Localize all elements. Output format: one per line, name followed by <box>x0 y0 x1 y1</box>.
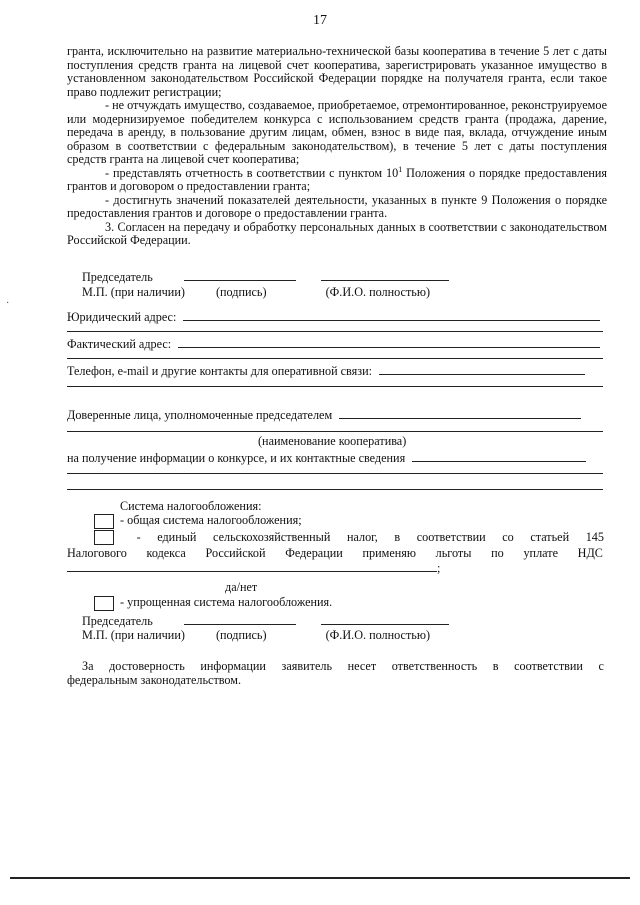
chairman-label: Председатель <box>82 270 153 284</box>
signature-captions-2 <box>82 628 622 643</box>
final-statement-line-1: За достоверность информации заявитель несет ответственность в соответствии с <box>82 659 604 673</box>
contacts-label: Телефон, e-mail и другие контакты для оперативной связи: <box>67 364 372 378</box>
final-statement-line-2: федеральным законодательством. <box>67 673 242 687</box>
cooperative-name-field[interactable] <box>67 431 603 432</box>
fio-line[interactable] <box>321 614 449 625</box>
terms-text <box>67 45 607 248</box>
legal-address-label: Юридический адрес: <box>67 310 177 324</box>
tax-simplified-checkbox[interactable] <box>94 596 114 611</box>
info-contacts-label: на получение информации о конкурсе, и их контактные сведения <box>67 451 406 465</box>
contacts-field[interactable] <box>379 364 585 375</box>
signature-caption: (подпись) <box>215 285 267 299</box>
page-number: 17 <box>313 13 327 28</box>
paragraph-1: гранта, исключительно на развитие материально-технической базы кооператива в течение 5 лет с даты поступления средств гранта на лицевой счет кооператива, зарегистрировать указанное имущество в установленном законодательством Российской Федерации порядке на получателя гранта, если такое право подлежит регистрации; <box>67 44 607 99</box>
legal-address-field-line-2[interactable] <box>67 331 603 332</box>
semicolon: ; <box>437 561 441 575</box>
trusted-persons-field[interactable] <box>339 408 581 419</box>
info-contacts-field-line-2[interactable] <box>67 473 603 474</box>
legal-address-field[interactable] <box>183 310 600 321</box>
tax-esxn-row: - единый сельскохозяйственный налог, в соответствии со статьей 145 <box>94 530 604 545</box>
info-contacts-row <box>67 451 607 466</box>
tax-general-checkbox[interactable] <box>94 514 114 529</box>
vat-benefit-row <box>67 561 607 576</box>
paragraph-3: - представлять отчетность в соответствии с пунктом $10^1$ Положения о порядке предоставления грантов и договором о предоставлении гранта; <box>67 164 607 193</box>
paragraph-2: - не отчуждать имущество, создаваемое, приобретаемое, отремонтированное, реконструируемое или модернизируемое победителем конкурса с использованием средств гранта (продажа, дарение, передача в аренду, в пользование другим лицам, обмен, взнос в виде пая, вклада, отчуждение иным образом в соответствии с федеральным законодательством), в течение 5 лет с даты поступления средств гранта на лицевой счет кооператива; <box>67 98 607 166</box>
tax-esxn-checkbox[interactable] <box>94 530 114 545</box>
scan-speck: · <box>6 298 10 309</box>
legal-address-row <box>67 310 607 325</box>
yes-no-caption: да/нет <box>225 580 258 594</box>
tax-esxn-row-2: Налогового кодекса Российской Федерации применяю льготы по уплате НДС <box>67 546 603 560</box>
paragraph-5-consent: 3. Согласен на передачу и обработку персональных данных в соответствии с законодательством Российской Федерации. <box>67 219 607 247</box>
chairman-label: Председатель <box>82 614 153 628</box>
stamp-caption: М.П. (при наличии) <box>82 285 185 299</box>
signature-block-1 <box>82 270 622 285</box>
page-bottom-border <box>10 877 630 879</box>
tax-general-label: - общая система налогообложения; <box>120 513 302 527</box>
info-contacts-field-line-3[interactable] <box>67 489 603 490</box>
actual-address-label: Фактический адрес: <box>67 337 172 351</box>
tax-system-label: Система налогообложения: <box>120 499 262 513</box>
signature-captions-1 <box>82 285 622 300</box>
tax-simplified-row <box>94 595 332 611</box>
actual-address-field-line-2[interactable] <box>67 358 603 359</box>
tax-general-row <box>94 513 302 529</box>
fio-caption: (Ф.И.О. полностью) <box>325 285 431 299</box>
fio-line[interactable] <box>321 270 449 281</box>
trusted-persons-row <box>67 408 607 423</box>
vat-benefit-field[interactable] <box>67 561 437 572</box>
contacts-row <box>67 364 607 379</box>
signature-caption: (подпись) <box>215 628 267 642</box>
signature-block-2 <box>82 614 622 629</box>
paragraph-4: - достигнуть значений показателей деятельности, указанных в пункте 9 Положения о порядке предоставления грантов и договоре о предоставлении гранта. <box>67 192 607 220</box>
fio-caption: (Ф.И.О. полностью) <box>325 628 431 642</box>
coop-name-caption: (наименование кооператива) <box>258 434 407 448</box>
trusted-persons-label: Доверенные лица, уполномоченные председателем <box>67 408 333 422</box>
actual-address-field[interactable] <box>178 337 600 348</box>
actual-address-row <box>67 337 607 352</box>
signature-line[interactable] <box>184 614 296 625</box>
tax-simplified-label: - упрощенная система налогообложения. <box>120 595 333 609</box>
signature-line[interactable] <box>184 270 296 281</box>
stamp-caption: М.П. (при наличии) <box>82 628 185 642</box>
info-contacts-field[interactable] <box>412 451 586 462</box>
contacts-field-line-2[interactable] <box>67 386 603 387</box>
